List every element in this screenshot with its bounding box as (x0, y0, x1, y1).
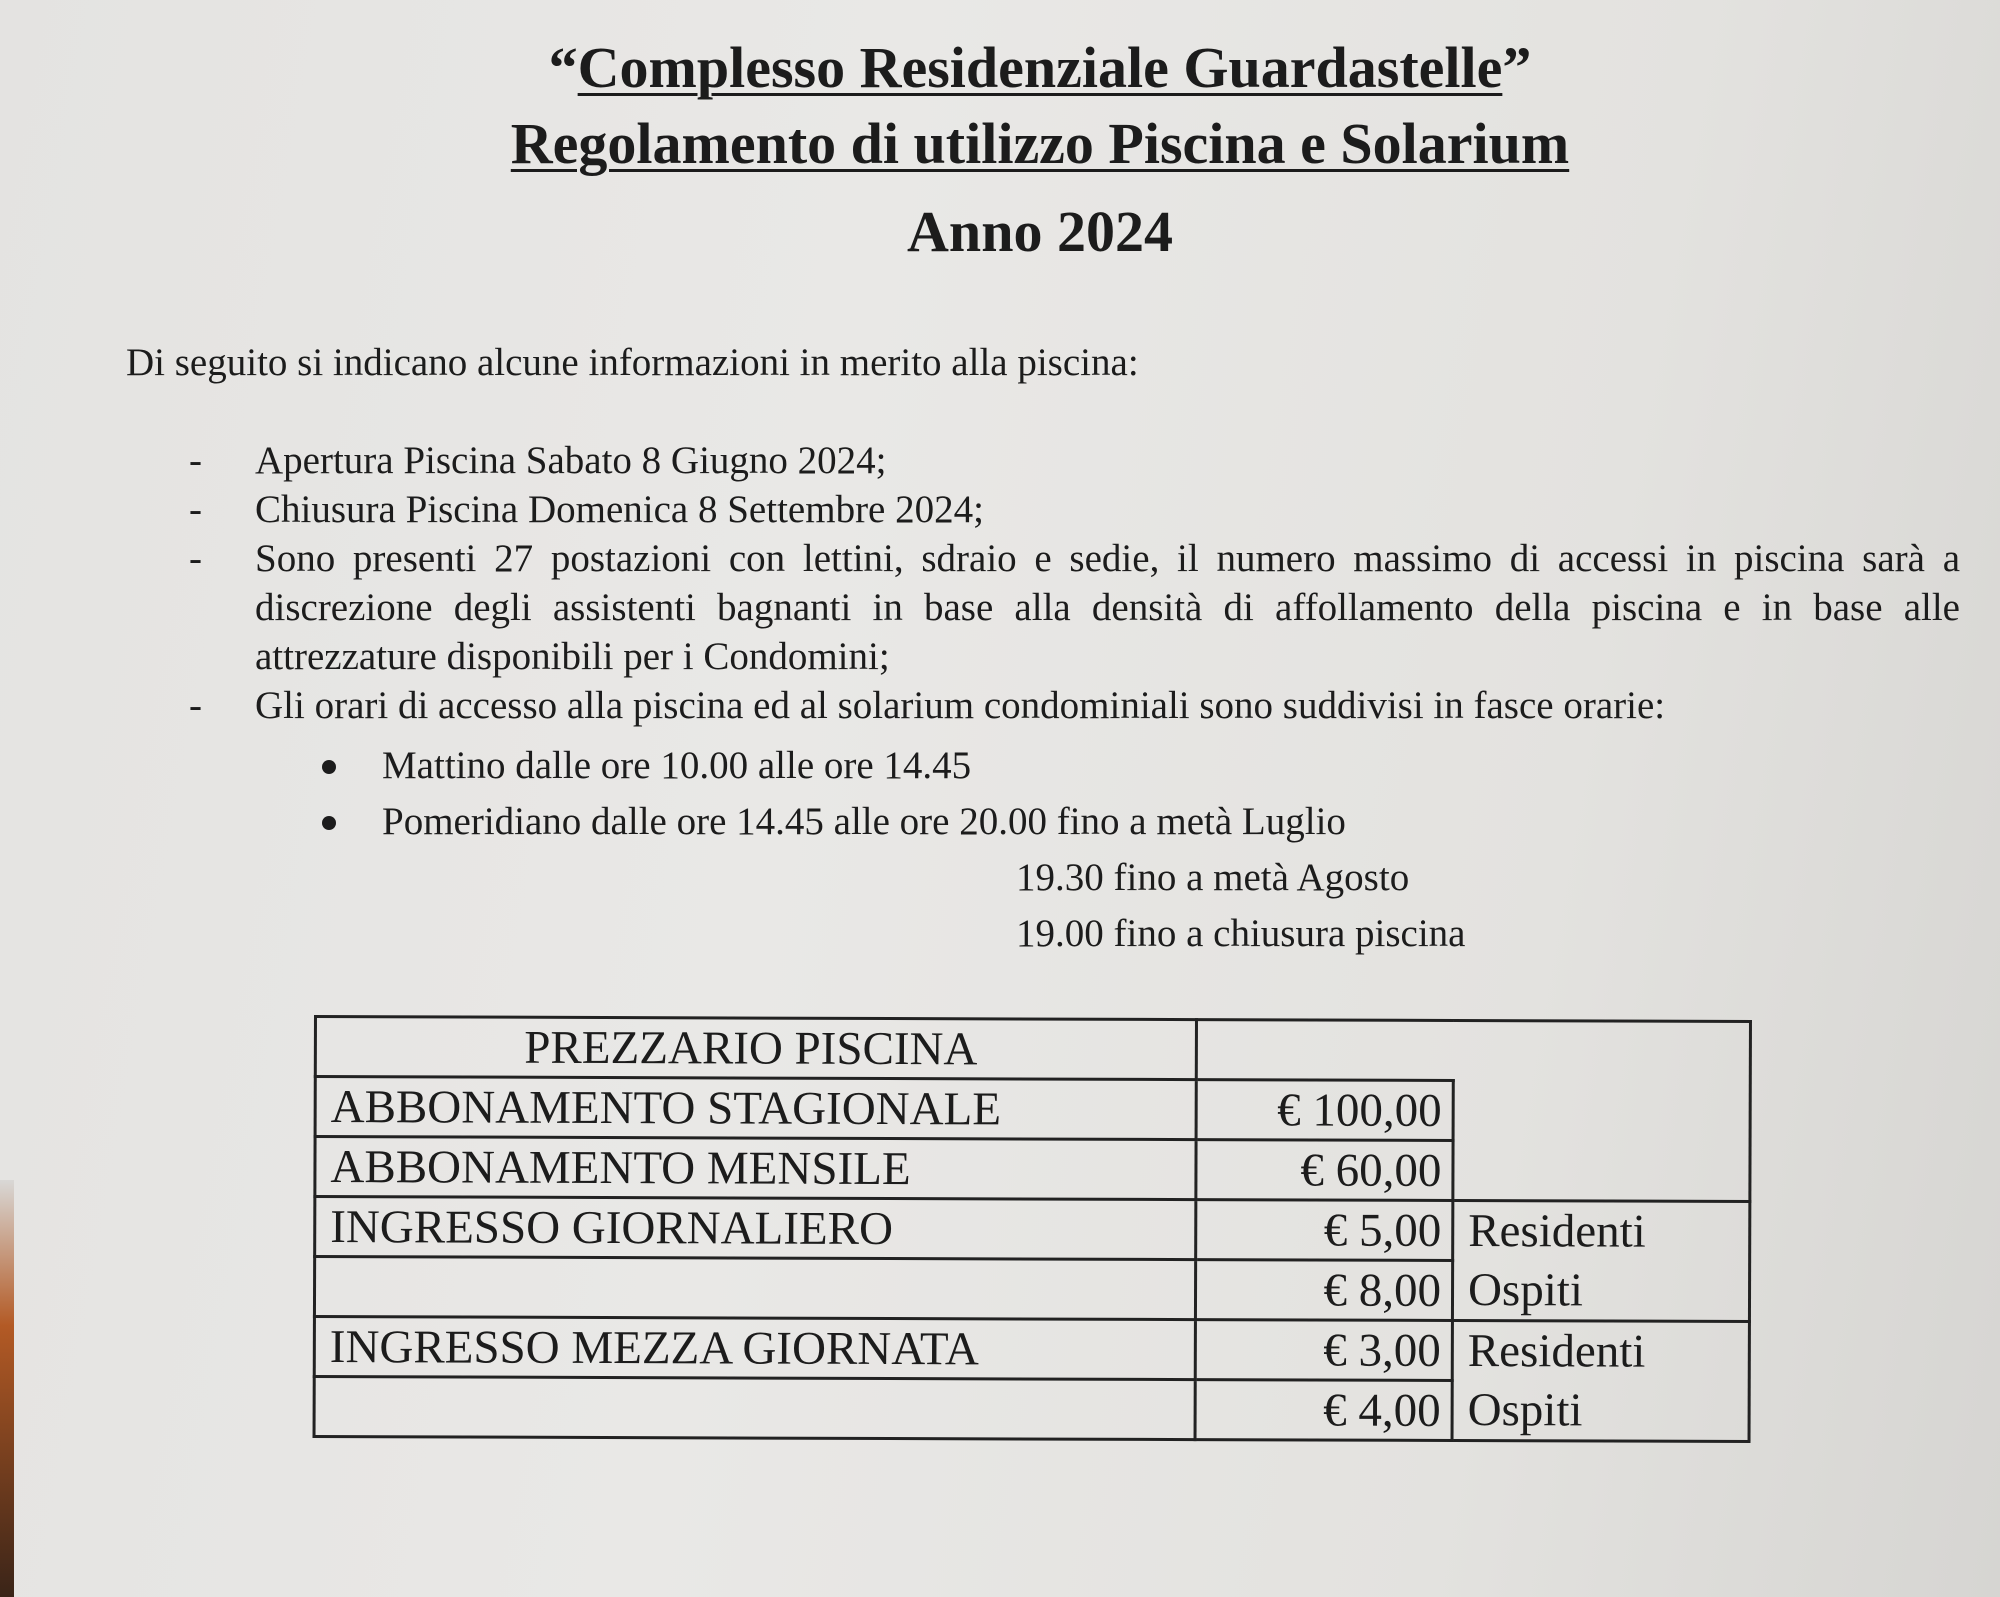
info-item-stations (185, 534, 1960, 681)
price-label (314, 1377, 1195, 1440)
price-note: Ospiti (1452, 1260, 1749, 1321)
dash-marker: - (189, 439, 202, 482)
title-open-quote: “ (548, 35, 578, 100)
info-item-opening (185, 436, 1960, 485)
price-note: Residenti (1453, 1200, 1750, 1261)
table-row (315, 1197, 1750, 1262)
price-note (1453, 1140, 1750, 1201)
price-label: INGRESSO GIORNALIERO (315, 1197, 1196, 1260)
price-value: € 5,00 (1196, 1200, 1453, 1261)
intro-text: Di seguito si indicano alcune informazioni in merito alla piscina: (126, 341, 1139, 384)
time-slot-text: Mattino dalle ore 10.00 alle ore 14.45 (382, 744, 972, 787)
document-header (300, 30, 1780, 270)
title-text: Complesso Residenziale Guardastelle (577, 35, 1503, 100)
time-slot-list (322, 738, 1346, 850)
price-table-empty-cell (1196, 1020, 1453, 1081)
document-subtitle (300, 106, 1780, 182)
price-label: ABBONAMENTO STAGIONALE (315, 1077, 1196, 1140)
bullet-icon (322, 816, 336, 830)
info-item-text: Gli orari di accesso alla piscina ed al solarium condominiali sono suddivisi in fasce orarie: (255, 684, 1666, 727)
info-item-text: Chiusura Piscina Domenica 8 Settembre 2024; (255, 488, 984, 531)
time-slot-morning (322, 738, 1346, 794)
info-item-text: Sono presenti 27 postazioni con lettini, sdraio e sedie, il numero massimo di accessi in piscina sarà a discrezione degli assistenti bagnanti in base alla densità di affollamento della piscina e in base alle attrezzature disponibili per i Condomini; (255, 537, 1960, 678)
dash-marker: - (189, 537, 202, 580)
price-value: € 4,00 (1195, 1380, 1452, 1441)
time-slot-text: Pomeridiano dalle ore 14.45 alle ore 20.00 fino a metà Luglio (382, 800, 1346, 843)
price-note: Residenti (1452, 1320, 1749, 1381)
price-label: ABBONAMENTO MENSILE (315, 1137, 1196, 1200)
table-row (314, 1257, 1749, 1322)
price-label: INGRESSO MEZZA GIORNATA (314, 1317, 1195, 1380)
info-list (185, 436, 1960, 730)
price-value: € 8,00 (1195, 1260, 1452, 1321)
document-title (300, 30, 1780, 106)
table-row (315, 1137, 1750, 1202)
table-row (315, 1077, 1750, 1142)
price-value: € 60,00 (1196, 1140, 1453, 1201)
price-note: Ospiti (1452, 1380, 1749, 1441)
price-table (313, 1015, 1752, 1443)
info-item-closing (185, 485, 1960, 534)
table-row (314, 1377, 1749, 1442)
price-table-header-row (315, 1017, 1750, 1082)
time-slot-continuation-august: 19.30 fino a metà Agosto (1016, 856, 1410, 899)
subtitle-text: Regolamento di utilizzo Piscina e Solarium (510, 111, 1570, 176)
background-edge (0, 1180, 14, 1597)
title-close-quote: ” (1502, 35, 1532, 100)
year-text: Anno 2024 (907, 199, 1173, 264)
dash-marker: - (189, 684, 202, 727)
dash-marker: - (189, 488, 202, 531)
table-row (314, 1317, 1749, 1382)
price-label (314, 1257, 1195, 1320)
document-year (300, 194, 1780, 270)
price-table-title: PREZZARIO PISCINA (315, 1017, 1196, 1080)
price-note (1453, 1080, 1750, 1141)
info-item-hours (185, 681, 1960, 730)
time-slot-afternoon (322, 794, 1346, 850)
info-item-text: Apertura Piscina Sabato 8 Giugno 2024; (255, 439, 887, 482)
price-value: € 100,00 (1196, 1080, 1453, 1141)
bullet-icon (322, 760, 336, 774)
price-value: € 3,00 (1195, 1320, 1452, 1381)
price-table-empty-cell (1453, 1020, 1750, 1081)
time-slot-continuation-closing: 19.00 fino a chiusura piscina (1016, 912, 1466, 955)
